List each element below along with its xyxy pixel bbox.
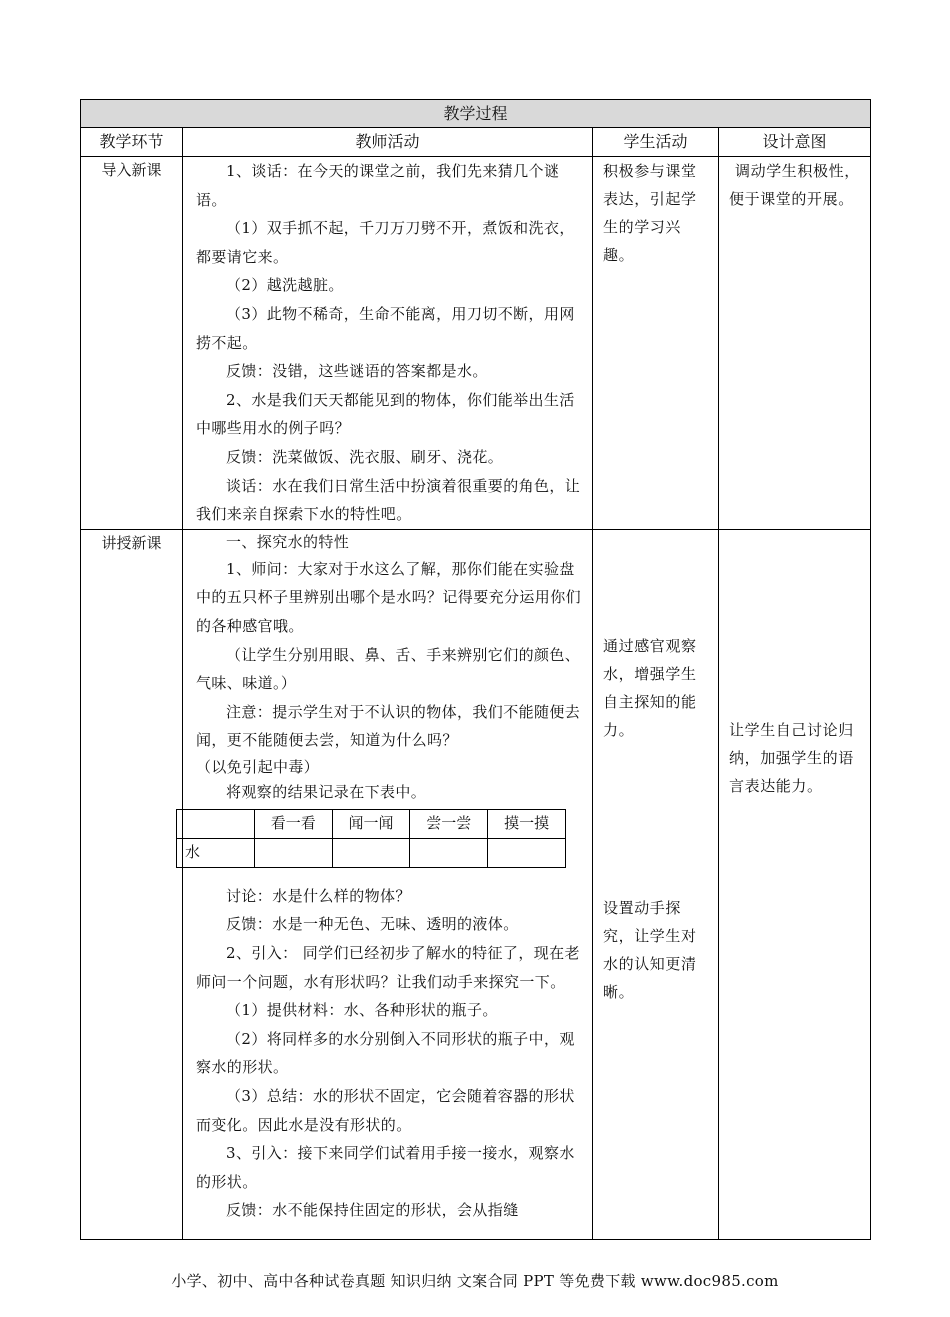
teaching-process-table — [80, 99, 871, 1240]
teacher-paragraph: 注意：提示学生对于不认识的物体，我们不能随便去闻，更不能随便去尝，知道为什么吗？ — [196, 702, 581, 750]
teacher-paragraph: 1、师问：大家对于水这么了解，那你们能在实验盘中的五只杯子里辨别出哪个是水吗？记得要充分运用你们的各种感官哦。 — [196, 559, 582, 635]
observation-table — [176, 809, 566, 868]
observation-header: 尝一尝 — [410, 809, 488, 838]
stage-cell: 导入新课 — [81, 157, 183, 530]
teacher-paragraph: 反馈：水是一种无色、无味、透明的液体。 — [226, 915, 519, 934]
teacher-paragraph: 反馈：洗菜做饭、洗衣服、刷牙、浇花。 — [226, 447, 504, 466]
student-activity-text: 通过感官观察水，增强学生自主探知的能力。 — [603, 636, 697, 739]
table-row — [81, 157, 871, 530]
student-activity-cell — [593, 157, 719, 530]
student-activity-text: 设置动手探究，让学生对水的认知更清晰。 — [603, 898, 697, 1001]
header-intent: 设计意图 — [719, 128, 871, 157]
observation-cell — [332, 838, 410, 867]
observation-cell — [410, 838, 488, 867]
header-stage: 教学环节 — [81, 128, 183, 157]
teacher-paragraph: 讨论：水是什么样的物体？ — [226, 886, 411, 905]
teacher-paragraph: （2）越洗越脏。 — [226, 276, 344, 295]
teacher-paragraph: （3）此物不稀奇，生命不能离，用刀切不断，用网捞不起。 — [196, 304, 575, 352]
observation-header — [177, 809, 255, 838]
teacher-paragraph: 谈话：水在我们日常生活中扮演着很重要的角色，让我们来亲自探索下水的特性吧。 — [196, 476, 581, 524]
header-teacher: 教师活动 — [183, 128, 593, 157]
student-activity-text: 积极参与课堂表达，引起学生的学习兴趣。 — [603, 162, 697, 264]
page-footer: 小学、初中、高中各种试卷真题 知识归纳 文案合同 PPT 等免费下载 www.doc985.com — [171, 1272, 779, 1290]
teacher-activity-cell — [183, 529, 593, 1239]
teacher-paragraph: （以免引起中毒） — [196, 757, 320, 776]
teacher-paragraph: （让学生分别用眼、鼻、舌、手来辨别它们的颜色、气味、味道。） — [196, 645, 581, 693]
observation-header: 看一看 — [254, 809, 332, 838]
observation-header: 摸一摸 — [488, 809, 566, 838]
teacher-paragraph: 3、引入：接下来同学们试着用手接一接水，观察水的形状。 — [196, 1144, 575, 1191]
teacher-paragraph: （3）总结：水的形状不固定，它会随着容器的形状而变化。因此水是没有形状的。 — [196, 1087, 575, 1134]
teacher-paragraph: 反馈：水不能保持住固定的形状，会从指缝 — [226, 1201, 519, 1220]
design-intent-cell — [719, 157, 871, 530]
teacher-paragraph: 1、谈话：在今天的课堂之前，我们先来猜几个谜语。 — [196, 162, 560, 209]
teacher-activity-cell — [183, 157, 593, 530]
table-title: 教学过程 — [81, 100, 871, 128]
teacher-paragraph: （1）双手抓不起，千刀万刀劈不开，煮饭和洗衣，都要请它来。 — [196, 219, 575, 266]
table-row — [81, 529, 871, 1239]
teacher-paragraph: （2）将同样多的水分别倒入不同形状的瓶子中，观察水的形状。 — [196, 1029, 575, 1077]
observation-header: 闻一闻 — [332, 809, 410, 838]
design-intent-text: 调动学生积极性，便于课堂的开展。 — [729, 162, 860, 208]
teacher-paragraph: （1）提供材料：水、各种形状的瓶子。 — [226, 1001, 498, 1020]
teacher-paragraph: 将观察的结果记录在下表中。 — [226, 782, 427, 801]
observation-row-label: 水 — [177, 838, 255, 867]
header-student: 学生活动 — [593, 128, 719, 157]
teacher-paragraph: 一、探究水的特性 — [226, 532, 350, 551]
design-intent-cell — [719, 529, 871, 1239]
observation-cell — [254, 838, 332, 867]
teacher-paragraph: 2、水是我们天天都能见到的物体，你们能举出生活中哪些用水的例子吗？ — [196, 390, 575, 438]
stage-cell: 讲授新课 — [81, 529, 183, 1239]
student-activity-cell — [593, 529, 719, 1239]
teacher-paragraph: 反馈：没错，这些谜语的答案都是水。 — [226, 362, 488, 381]
observation-cell — [488, 838, 566, 867]
design-intent-text: 让学生自己讨论归纳，加强学生的语言表达能力。 — [729, 720, 854, 795]
teacher-paragraph: 2、引入： 同学们已经初步了解水的特征了，现在老师问一个问题，水有形状吗？让我们动手来探究一下。 — [196, 944, 580, 991]
